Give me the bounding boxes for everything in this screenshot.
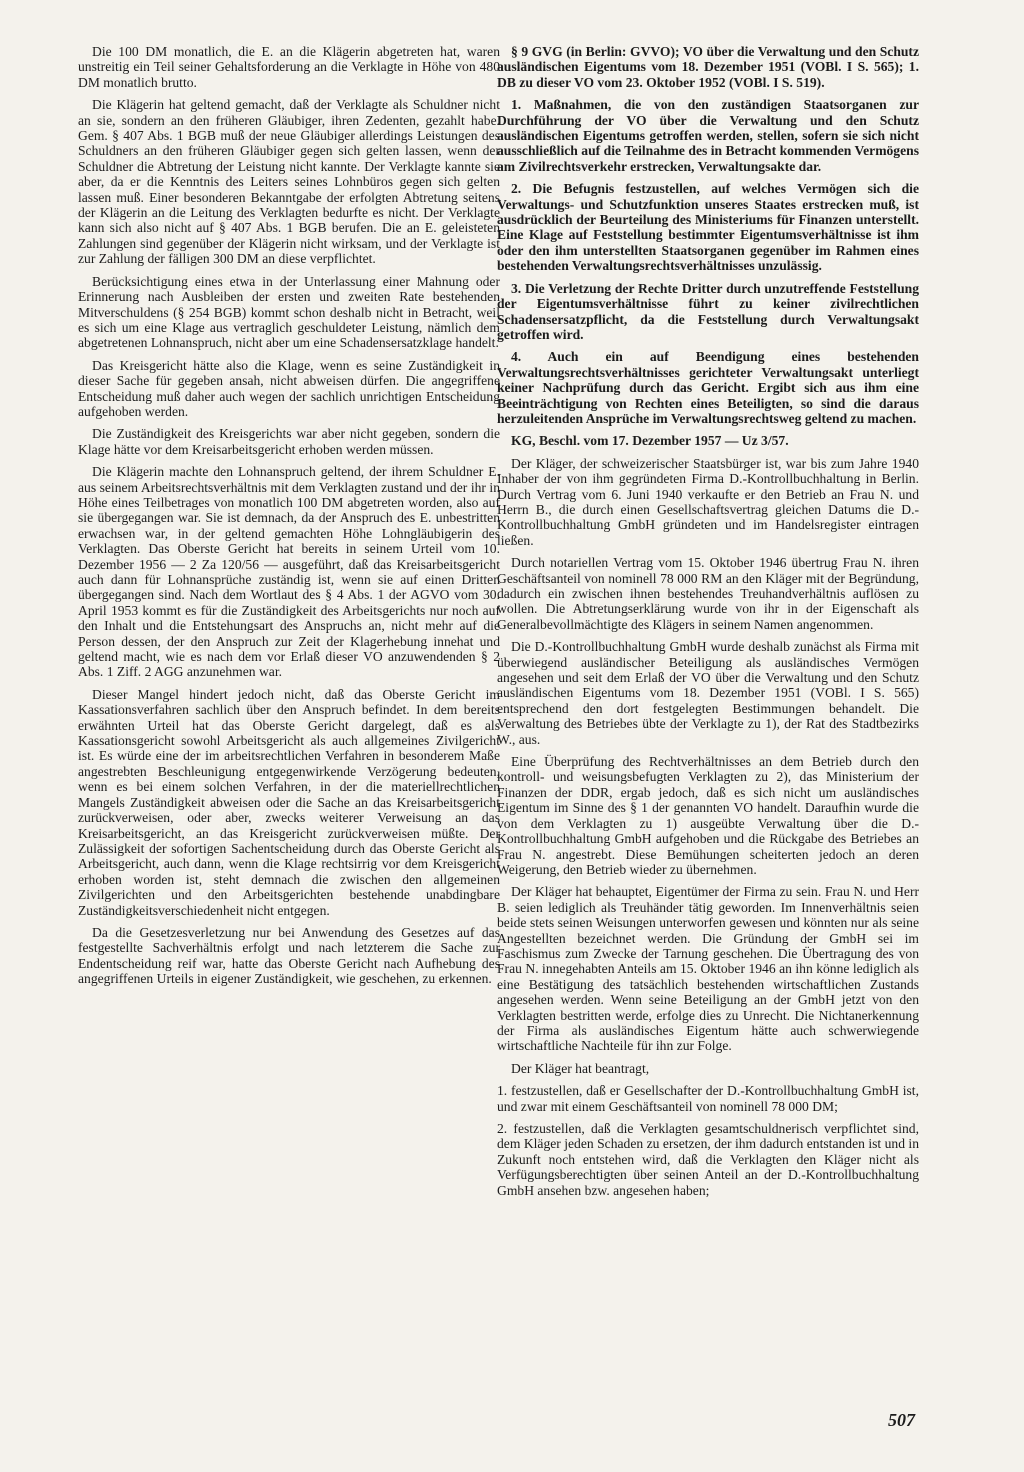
paragraph: Die D.-Kontrollbuchhaltung GmbH wurde deshalb zunächst als Firma mit überwiegend ausländischer Beteiligung als ausländisches Vermögen angesehen und seit dem Erlaß der VO über die Verwaltung und den Schutz ausländischen Eigentums vom 18. Dezember 1951 (VOBl. I S. 565) entsprechend den dort festgelegten Bestimmungen behandelt. Die Verwaltung des Betriebes übte der Verklagte zu 1), der Rat des Stadtbezirks W., aus. xyxy=(497,639,919,747)
paragraph: Das Kreisgericht hätte also die Klage, wenn es seine Zuständigkeit in dieser Sache für gegeben ansah, nicht abweisen dürfen. Die angegriffene Entscheidung muß daher auch wegen der sachlich unrichtigen Entscheidung aufgehoben werden. xyxy=(78,357,500,419)
list-item: 1. festzustellen, daß er Gesellschafter der D.-Kontrollbuchhaltung GmbH ist, und zwar mit einem Geschäftsanteil von nominell 78 000 DM; xyxy=(497,1083,919,1114)
paragraph: Die Klägerin machte den Lohnanspruch geltend, der ihrem Schuldner E. aus seinem Arbeitsrechtsverhältnis mit dem Verklagten zustand und der ihr in Höhe eines Teilbetrages von monatlich 100 DM abgetreten worden, also auf sie übergegangen war. Sie ist demnach, da der Anspruch des E. unbestritten erwachsen war, in der geltend gemachten Höhe Lohngläubigerin des Verklagten. Das Oberste Gericht hat bereits in seinem Urteil vom 10. Dezember 1956 — 2 Za 120/56 — ausgeführt, daß das Kreisarbeitsgericht auch dann für Lohnansprüche zuständig ist, wenn sie auf einen Dritten übergegangen sind. Nach dem Wortlaut des § 4 Abs. 1 der AGVO vom 30. April 1953 kommt es für die Zuständigkeit des Arbeitsgerichts nur noch auf den Inhalt und die Entstehungsart des Anspruchs an, nicht mehr auf die Person dessen, der den Anspruch zur Zeit der Klagerhebung innehat und geltend macht, wie es nach dem vor Erlaß dieser VO anzuwendenden § 2 Abs. 1 Ziff. 2 AGG anzunehmen war. xyxy=(78,464,500,680)
page-number: 507 xyxy=(888,1410,915,1430)
headnote: 2. Die Befugnis festzustellen, auf welches Vermögen sich die Verwaltungs- und Schutzfunktion unseres Staates erstrecken muß, ist ausdrücklich der Beurteilung des Ministeriums für Finanzen unterstellt. Eine Klage auf Feststellung bestimmter Eigentumsverhältnisse ist ihm oder den ihm unterstellten Staatsorganen gegenüber im Rahmen eines bestehenden Verwaltungsrechtsverhältnisses unzulässig. xyxy=(497,181,919,274)
paragraph: Eine Überprüfung des Rechtverhältnisses an dem Betrieb durch den kontroll- und weisungsbefugten Verklagten zu 2), das Ministerium der Finanzen der DDR, ergab jedoch, daß es sich nicht um ausländisches Eigentum im Sinne des § 1 der genannten VO handelt. Daraufhin wurde die von dem Verklagten zu 1) ausgeübte Verwaltung über die D.-Kontrollbuchhaltung GmbH aufgehoben und die Rückgabe des Betriebes an Frau N. angestrebt. Diese Bemühungen scheiterten jedoch an deren Weigerung, den Betrieb wieder zu übernehmen. xyxy=(497,754,919,877)
paragraph: Durch notariellen Vertrag vom 15. Oktober 1946 übertrug Frau N. ihren Geschäftsanteil von nominell 78 000 RM an den Kläger mit der Begründung, dadurch ein zwischen ihnen bestehendes Treuhandverhältnis auflösen zu wollen. Die Abtretungserklärung wurde von ihr in der Eigenschaft als Generalbevollmächtigte des Klägers in seinem Namen angenommen. xyxy=(497,555,919,632)
paragraph: Der Kläger hat behauptet, Eigentümer der Firma zu sein. Frau N. und Herr B. seien lediglich als Treuhänder tätig geworden. Im Innenverhältnis seien beide stets seinen Weisungen unterworfen gewesen und könnten nur als seine Angestellten bezeichnet werden. Die Gründung der GmbH sei im Faschismus zum Zwecke der Tarnung geschehen. Die Übertragung des von Frau N. innegehabten Anteils am 15. Oktober 1946 an ihn könne lediglich als eine Bestätigung des tatsächlich bestehenden wirtschaftlichen Zustands angesehen werden. Wenn seine Beteiligung an der GmbH jetzt von den Verklagten bestritten werde, erfolge dies zu Unrecht. Die Nichtanerkennung der Firma als ausländisches Eigentum hätte auch schwerwiegende wirtschaftliche Nachteile für ihn zur Folge. xyxy=(497,884,919,1054)
paragraph: Da die Gesetzesverletzung nur bei Anwendung des Gesetzes auf das festgestellte Sachverhältnis erfolgt und nach letzterem die Sache zur Endentscheidung reif war, hatte das Oberste Gericht nach Aufhebung des angegriffenen Urteils in eigener Zuständigkeit, wie geschehen, zu erkennen. xyxy=(78,924,500,987)
paragraph: Die Klägerin hat geltend gemacht, daß der Verklagte als Schuldner nicht an sie, sondern an den früheren Gläubiger, ihren Zedenten, gezahlt habe. Gem. § 407 Abs. 1 BGB muß der neue Gläubiger allerdings Leistungen des Schuldners an den früheren Gläubiger gegen sich gelten lassen, wenn der Schuldner die Abtretung der Leistung nicht kannte. Der Verklagte kannte sie aber, da er die Kenntnis des Leiters seines Lohnbüros gegen sich gelten lassen muß. Einer besonderen Bekanntgabe der erfolgten Abtretung seitens der Klägerin an die Leitung des Verklagten bedurfte es nicht. Der Verklagte kann sich also nicht auf § 407 Abs. 1 BGB berufen. Die an E. geleisteten Zahlungen sind gegenüber der Klägerin nicht wirksam, und der Verklagte ist zur Zahlung der fälligen 300 DM an diese verpflichtet. xyxy=(78,97,500,267)
statutes-heading: § 9 GVG (in Berlin: GVVO); VO über die Verwaltung und den Schutz ausländischen Eigentums vom 18. Dezember 1951 (VOBl. I S. 565); 1. DB zu dieser VO vom 23. Oktober 1952 (VOBl. I S. 519). xyxy=(497,44,919,90)
case-citation: KG, Beschl. vom 17. Dezember 1957 — Uz 3/57. xyxy=(511,433,789,449)
paragraph: Berücksichtigung eines etwa in der Unterlassung einer Mahnung oder Erinnerung nach Ausbleiben der ersten und zweiten Rate bestehenden Mitverschuldens (§ 254 BGB) kommt schon deshalb nicht in Betracht, weil es sich um eine Klage aus vertraglich geschuldeter Leistung, nämlich dem abgetretenen Lohnanspruch, nicht aber um eine Schadensersatzklage handelt. xyxy=(78,273,500,351)
list-item: 2. festzustellen, daß die Verklagten gesamtschuldnerisch verpflichtet sind, dem Kläger jeden Schaden zu ersetzen, der ihm dadurch entstanden ist und in Zukunft noch entstehen wird, daß die Verklagten den Kläger nicht als Verfügungsberechtigten über seinen Anteil an der D.-Kontrollbuchhaltung GmbH ansehen bzw. angesehen haben; xyxy=(497,1121,919,1198)
paragraph: Dieser Mangel hindert jedoch nicht, daß das Oberste Gericht im Kassationsverfahren sachlich über den Anspruch befindet. In dem bereits erwähnten Urteil hat das Oberste Gericht dargelegt, daß es als Kassationsgericht sowohl Arbeitsgericht als auch allgemeines Zivilgericht ist. Es würde eine der im arbeitsrechtlichen Verfahren in besonderem Maße angestrebten Beschleunigung entgegenwirkende Verzögerung bedeuten, wenn es bei einem solchen Verfahren, in der die materiellrechtlichen Mangels Zuständigkeit abweisen oder die Sache an das Kreisarbeitsgericht zurückverweisen, oder aber, zwecks weiterer Verweisung an das Kreisarbeitsgericht, an das Kreisgericht zurückverweisen müßte. Der Zulässigkeit der sofortigen Sachentscheidung durch das Oberste Gericht als Arbeitsgericht, auch dann, wenn die Klage rechtsirrig vor dem Kreisgericht erhoben worden ist, steht demnach die zwischen den allgemeinen Zivilgerichten und den Arbeitsgerichten bestehende unabdingbare Zuständigkeitsverschiedenheit nicht entgegen. xyxy=(78,686,500,918)
headnote: 4. Auch ein auf Beendigung eines bestehenden Verwaltungsrechtsverhältnisses gerichteter Verwaltungsakt unterliegt keiner Nachprüfung durch das Gericht. Ergibt sich aus ihm eine Beeinträchtigung von Rechten eines Beteiligten, so sind die daraus herzuleitenden Ansprüche im Verwaltungsrechtsweg geltend zu machen. xyxy=(497,349,919,426)
headnote: 3. Die Verletzung der Rechte Dritter durch unzutreffende Feststellung der Eigentumsverhältnisse führt zu keiner zivilrechtlichen Schadensersatzpflicht, da die Feststellung durch Verwaltungsakt getroffen wird. xyxy=(497,280,919,342)
paragraph: Die Zuständigkeit des Kreisgerichts war aber nicht gegeben, sondern die Klage hätte vor dem Kreisarbeitsgericht erhoben werden müssen. xyxy=(78,426,500,457)
right-column xyxy=(497,44,919,1205)
paragraph: Der Kläger hat beantragt, xyxy=(511,1060,650,1076)
paragraph: Der Kläger, der schweizerischer Staatsbürger ist, war bis zum Jahre 1940 Inhaber der von ihm gegründeten Firma D.-Kontrollbuchhaltung in Berlin. Durch Vertrag vom 6. Juni 1940 verkaufte er den Betrieb an Frau N. und Herrn B., die durch einen Gesellschaftsvertrag gleichen Datums die D.-Kontrollbuchhaltung GmbH gründeten und im Handelsregister eintragen ließen. xyxy=(497,455,919,548)
paragraph: Die 100 DM monatlich, die E. an die Klägerin abgetreten hat, waren unstreitig ein Teil seiner Gehaltsforderung an die Verklagte in Höhe von 480 DM monatlich brutto. xyxy=(78,44,500,90)
headnote: 1. Maßnahmen, die von den zuständigen Staatsorganen zur Durchführung der VO über die Verwaltung und den Schutz ausländischen Eigentums getroffen werden, stellen, sofern sie sich nicht ausschließlich auf die Teilnahme des in Betracht kommenden Vermögens am Zivilrechtsverkehr erstrecken, Verwaltungsakte dar. xyxy=(497,97,919,174)
left-column xyxy=(78,44,500,994)
